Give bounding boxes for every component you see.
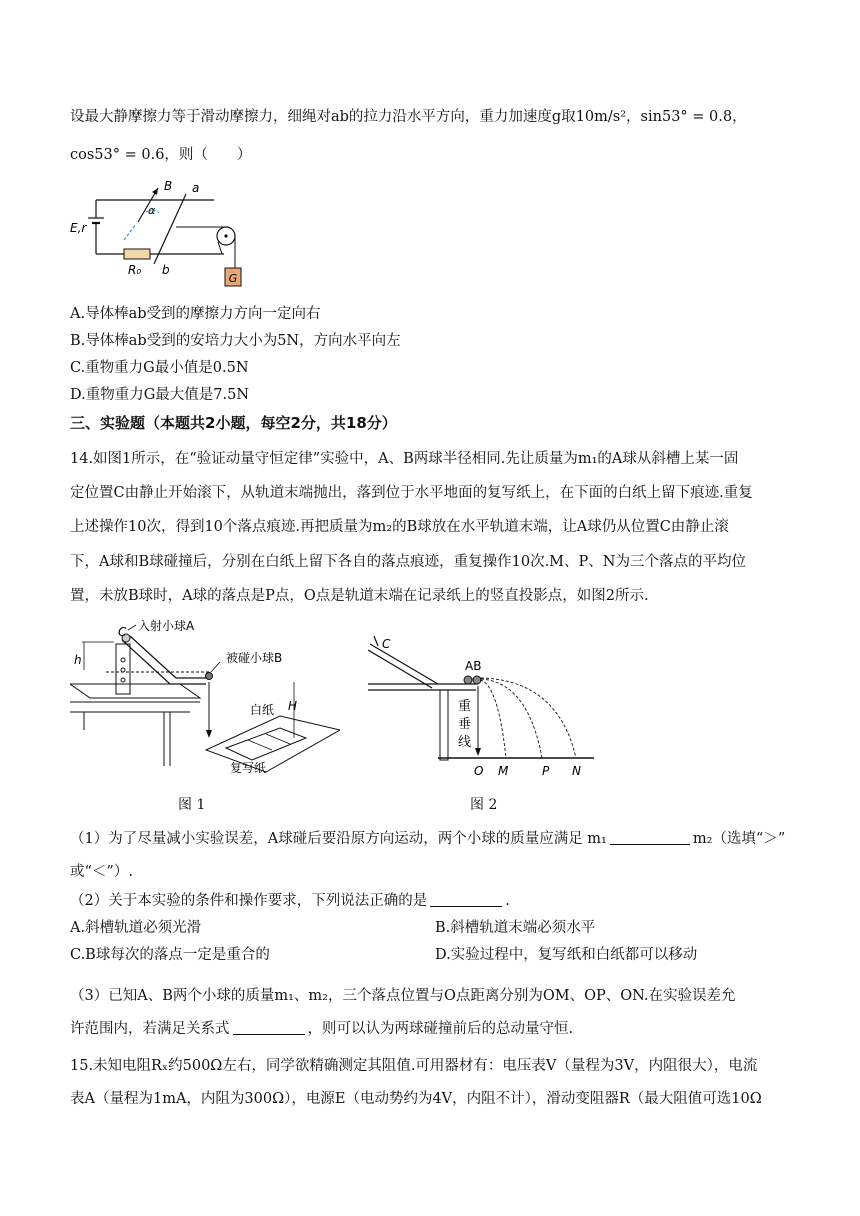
fig2-label-plumb-1: 重 xyxy=(458,699,472,714)
q13-option-a: A.导体棒ab受到的摩擦力方向一定向右 xyxy=(70,306,321,322)
q14-sub3-line2 xyxy=(70,1019,573,1039)
q13-label-B: B xyxy=(164,179,173,193)
q14-figure1 xyxy=(70,612,340,784)
fig1-label-carbon: 复写纸 xyxy=(230,761,267,775)
q15-line1: 15.未知电阻Rₓ约500Ω左右，同学欲精确测定其阻值.可用器材有：电压表V（量程为3V，内阻很大），电流 xyxy=(70,1058,758,1074)
q14-sub3-blank[interactable] xyxy=(233,1020,305,1035)
q14-stem-line2: 定位置C由静止开始滚下，从轨道末端抛出，落到位于水平地面的复写纸上，在下面的白纸上留下痕迹.重复 xyxy=(70,485,753,501)
fig2-label-C: C xyxy=(382,637,391,651)
q14-stem-line1: 14.如图1所示，在“验证动量守恒定律”实验中，A、B两球半径相同.先让质量为m₁的A球从斜槽上某一固 xyxy=(70,451,739,467)
q13-option-b: B.导体棒ab受到的安培力大小为5N，方向水平向左 xyxy=(70,333,401,349)
q14-sub2-line xyxy=(70,891,510,911)
q14-sub3-text: 许范围内，若满足关系式 xyxy=(70,1021,230,1037)
fig2-label-O: O xyxy=(474,764,484,778)
q15-line2: 表A（量程为1mA，内阻为300Ω），电源E（电动势约为4V，内阻不计），滑动变阻器R（最大阻值可选10Ω xyxy=(70,1091,762,1107)
q14-sub3-line1: （3）已知A、B两个小球的质量m₁、m₂，三个落点位置与O点距离分别为OM、OP、ON.在实验误差允 xyxy=(70,988,736,1004)
q14-stem-line5: 置，未放B球时，A球的落点是P点，O点是轨道末端在记录纸上的竖直投影点，如图2所示. xyxy=(70,588,649,604)
q14-sub1-text: （1）为了尽量减小实验误差，A球碰后要沿原方向运动，两个小球的质量应满足 m₁ xyxy=(70,831,607,847)
q13-label-alpha: α xyxy=(148,204,156,217)
q14-sub1-blank[interactable] xyxy=(610,830,690,845)
section-heading: 三、实验题（本题共2小题，每空2分，共18分） xyxy=(70,414,397,432)
q14-sub2-end: . xyxy=(505,893,510,909)
q13-label-b: b xyxy=(162,263,170,277)
q13-circuit-figure xyxy=(66,172,266,294)
q13-label-a: a xyxy=(192,181,200,195)
q14-sub1-line1 xyxy=(70,829,785,849)
q14-sub2-option-c: C.B球每次的落点一定是重合的 xyxy=(70,947,270,963)
q14-sub2-option-d: D.实验过程中，复写纸和白纸都可以移动 xyxy=(435,947,698,963)
q13-option-c: C.重物重力G最小值是0.5N xyxy=(70,360,249,376)
fig2-label-P: P xyxy=(542,764,550,778)
fig1-label-target: 被碰小球B xyxy=(226,651,283,665)
q14-stem-line4: 下，A球和B球碰撞后，分别在白纸上留下各自的落点痕迹，重复操作10次.M、P、N为三个落点的平均位 xyxy=(70,554,746,570)
fig2-caption: 图 2 xyxy=(470,797,498,813)
fig1-caption: 图 1 xyxy=(178,797,206,813)
q13-label-G: G xyxy=(228,272,238,285)
fig1-label-H: H xyxy=(288,699,298,713)
q14-sub2-option-a: A.斜槽轨道必须光滑 xyxy=(70,920,202,936)
fig2-label-AB: AB xyxy=(465,659,482,673)
fig2-label-plumb-3: 线 xyxy=(458,735,472,750)
q13-option-d: D.重物重力G最大值是7.5N xyxy=(70,387,250,403)
fig1-label-incident: 入射小球A xyxy=(138,619,195,633)
q14-sub1-text-end: m₂（选填“＞” xyxy=(692,831,786,847)
fig1-label-white: 白纸 xyxy=(250,703,275,717)
q14-sub3-text-end: ，则可以认为两球碰撞前后的总动量守恒. xyxy=(307,1021,574,1037)
q13-label-Er: E,r xyxy=(70,221,87,235)
fig2-label-N: N xyxy=(572,764,581,778)
q14-stem-line3: 上述操作10次，得到10个落点痕迹.再把质量为m₂的B球放在水平轨道末端，让A球仍从位置C由静止滚 xyxy=(70,519,729,535)
fig2-label-plumb-2: 垂 xyxy=(458,717,472,732)
q13-stem-line2: cos53° = 0.6，则（ ） xyxy=(70,147,252,163)
fig1-label-C: C xyxy=(118,625,127,639)
q14-sub2-blank[interactable] xyxy=(430,892,502,907)
fig1-label-h: h xyxy=(74,653,82,667)
q13-stem-line1: 设最大静摩擦力等于滑动摩擦力，细绳对ab的拉力沿水平方向，重力加速度g取10m/s²，sin53° = 0.8， xyxy=(70,109,747,125)
q14-sub2-option-b: B.斜槽轨道末端必须水平 xyxy=(435,920,596,936)
q13-label-R0: R₀ xyxy=(128,263,142,277)
q14-sub1-line2: 或“＜”）. xyxy=(70,864,133,880)
q14-figure2 xyxy=(368,632,598,782)
q14-sub2-text: （2）关于本实验的条件和操作要求，下列说法正确的是 xyxy=(70,893,428,909)
fig2-label-M: M xyxy=(498,764,509,778)
